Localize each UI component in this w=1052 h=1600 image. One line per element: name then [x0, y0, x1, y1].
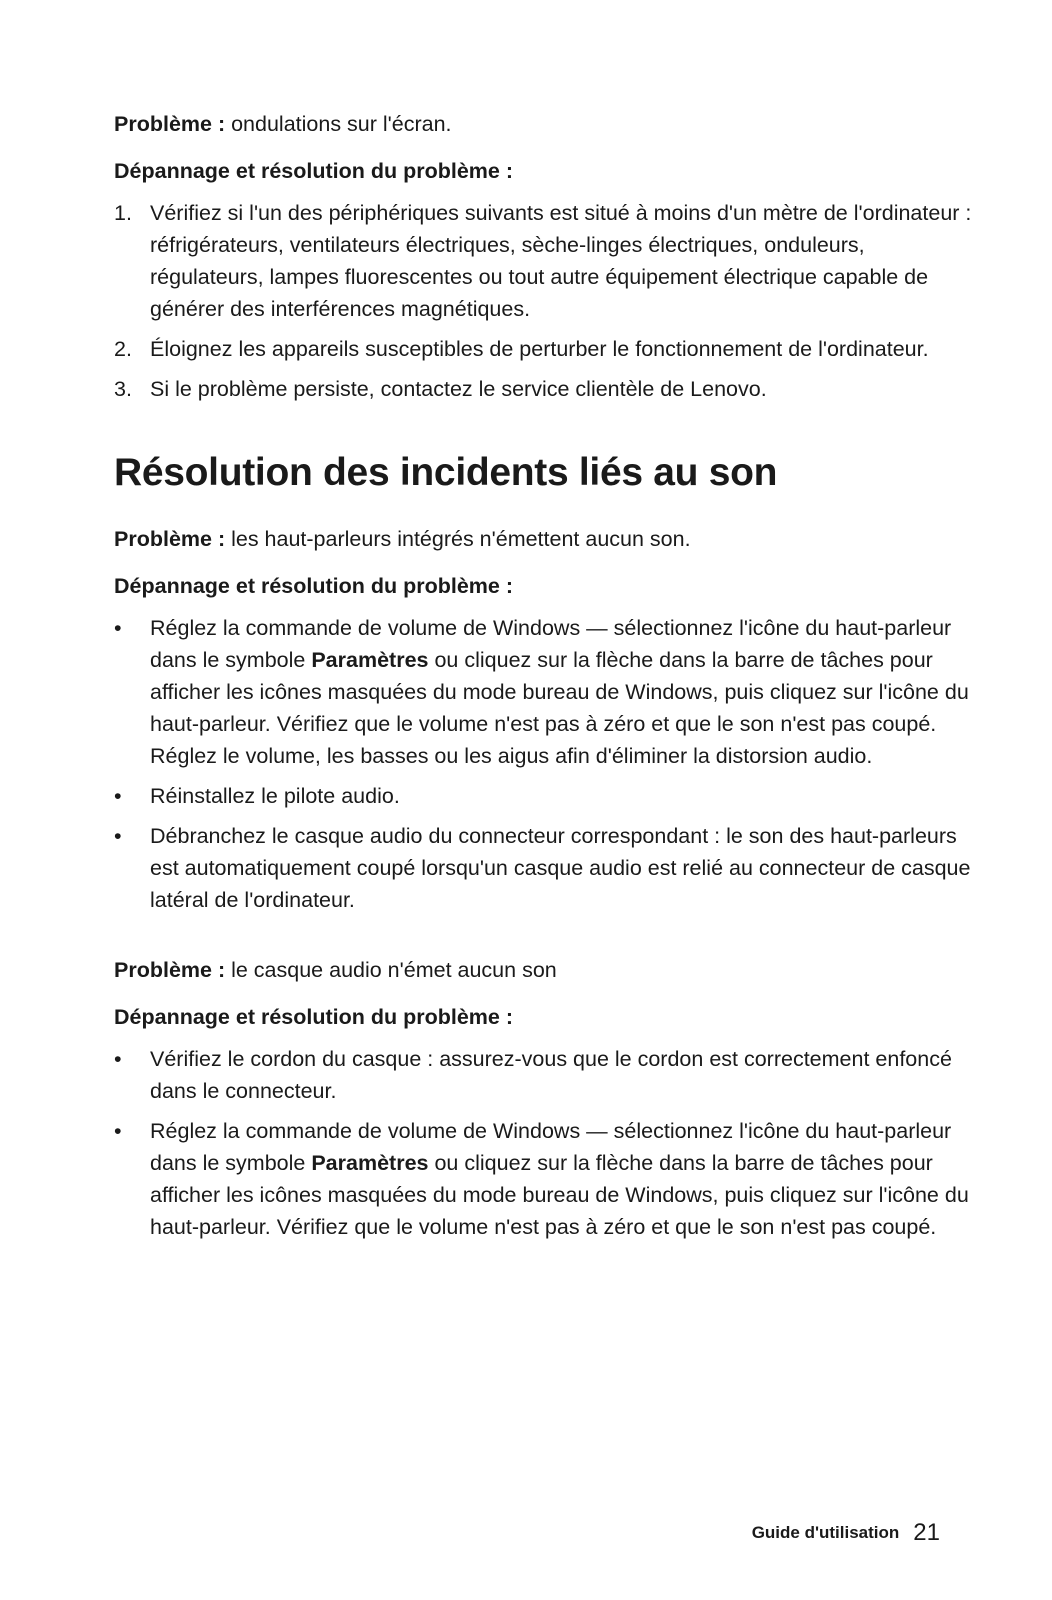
problem-statement-headset	[114, 954, 974, 986]
step-number: 1.	[114, 201, 132, 225]
section-heading: Résolution des incidents liés au son	[114, 451, 778, 494]
bullet-icon: •	[114, 784, 122, 808]
page-number: 21	[913, 1519, 940, 1546]
troubleshoot-steps	[114, 197, 974, 405]
step-number: 3.	[114, 377, 132, 401]
list-item	[114, 373, 974, 405]
list-item	[114, 1043, 974, 1107]
problem-statement-screen	[114, 108, 974, 140]
list-item	[114, 612, 974, 772]
bullet-text: Réglez la commande de volume de Windows — sélectionnez l'icône du haut-parleur dans le symbole	[150, 1119, 952, 1175]
step-text: Éloignez les appareils susceptibles de perturber le fonctionnement de l'ordinateur.	[150, 337, 929, 361]
footer-title: Guide d'utilisation	[751, 1523, 900, 1542]
list-item	[114, 820, 974, 916]
step-number: 2.	[114, 337, 132, 361]
page-footer	[752, 1517, 940, 1545]
bullet-icon: •	[114, 824, 122, 848]
bullet-text: Réglez la commande de volume de Windows — sélectionnez l'icône du haut-parleur dans le symbole	[150, 616, 952, 672]
bullet-text: Débranchez le casque audio du connecteur correspondant : le son des haut-parleurs est automatiquement coupé lorsqu'un casque audio est relié au connecteur de casque latéral de l'ordinateur.	[150, 824, 971, 912]
bullet-icon: •	[114, 1047, 122, 1071]
bullet-icon: •	[114, 1119, 122, 1143]
problem-text: ondulations sur l'écran.	[225, 112, 452, 136]
step-text: Si le problème persiste, contactez le service clientèle de Lenovo.	[150, 377, 767, 401]
bullet-icon: •	[114, 616, 122, 640]
bullet-text: ou cliquez sur la flèche dans la barre de tâches pour afficher les icônes masquées du mode bureau de Windows, puis cliquez sur l'icône du haut-parleur. Vérifiez que le volume n'est pas à zéro et que le son n'est pas coupé. Réglez le volume, les basses ou les aigus afin d'éliminer la distorsion audio.	[150, 648, 969, 768]
step-text: Vérifiez si l'un des périphériques suivants est situé à moins d'un mètre de l'ordinateur : réfrigérateurs, ventilateurs électriques, sèche-linges électriques, onduleurs, régulateurs, lampes fluorescentes ou tout autre équipement électrique capable de générer des interférences magnétiques.	[150, 201, 972, 321]
settings-keyword: Paramètres	[311, 1151, 429, 1175]
troubleshoot-bullets	[114, 1043, 974, 1243]
list-item	[114, 780, 974, 812]
troubleshoot-bullets	[114, 612, 974, 916]
problem-statement-speakers	[114, 523, 974, 555]
troubleshoot-heading: Dépannage et résolution du problème :	[114, 159, 513, 183]
list-item	[114, 197, 974, 325]
troubleshoot-heading: Dépannage et résolution du problème :	[114, 574, 513, 598]
troubleshoot-heading: Dépannage et résolution du problème :	[114, 1005, 513, 1029]
problem-label: Problème :	[114, 112, 226, 136]
list-item	[114, 333, 974, 365]
bullet-text: ou cliquez sur la flèche dans la barre de tâches pour afficher les icônes masquées du mode bureau de Windows, puis cliquez sur l'icône du haut-parleur. Vérifiez que le volume n'est pas à zéro et que le son n'est pas coupé.	[150, 1151, 969, 1239]
problem-text: les haut-parleurs intégrés n'émettent aucun son.	[225, 527, 691, 551]
bullet-text: Réinstallez le pilote audio.	[150, 784, 400, 808]
page-content	[114, 108, 974, 1251]
settings-keyword: Paramètres	[311, 648, 429, 672]
problem-label: Problème :	[114, 527, 226, 551]
problem-label: Problème :	[114, 958, 226, 982]
problem-text: le casque audio n'émet aucun son	[225, 958, 557, 982]
list-item	[114, 1115, 974, 1243]
bullet-text: Vérifiez le cordon du casque : assurez-vous que le cordon est correctement enfoncé dans le connecteur.	[150, 1047, 952, 1103]
